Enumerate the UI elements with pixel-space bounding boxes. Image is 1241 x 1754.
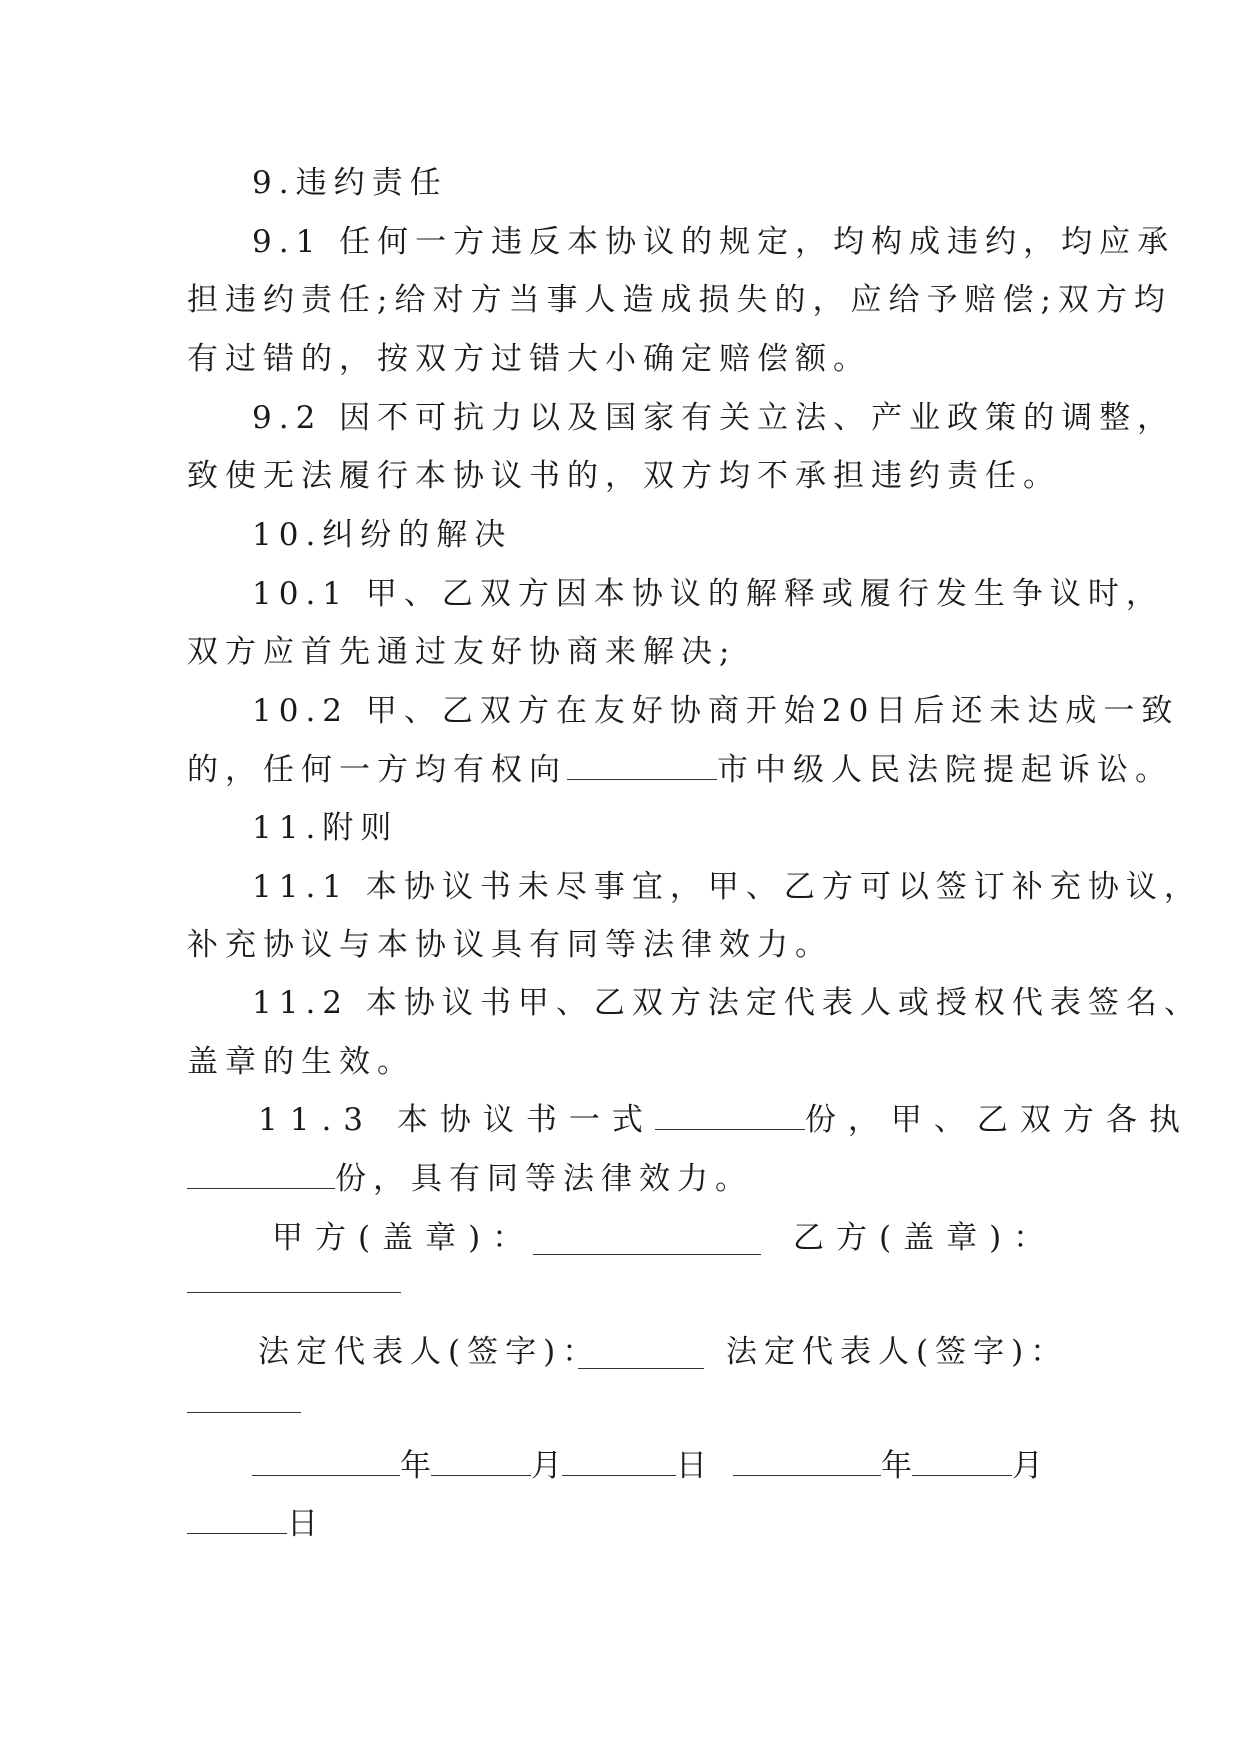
clause-10-2-pre: 的，任何一方均有权向: [187, 752, 567, 788]
section-9-heading: 9.违约责任: [252, 165, 448, 201]
clause-9-1-line-2: 担违约责任;给对方当事人造成损失的，应给予赔偿;双方均: [187, 282, 1172, 318]
party-b-year-blank: [733, 1447, 881, 1476]
party-a-day-label: 日: [676, 1448, 707, 1484]
party-a-seal-line: [533, 1254, 761, 1255]
copies-total-blank: [655, 1101, 805, 1130]
clause-9-2-line-1: 9.2 因不可抗力以及国家有关立法、产业政策的调整，: [252, 400, 1176, 436]
party-b-month-blank: [912, 1447, 1012, 1476]
party-b-seal-label: 乙方(盖章)：: [793, 1220, 1057, 1256]
party-a-seal-label: 甲方(盖章)：: [272, 1220, 536, 1256]
section-11-heading: 11.附则: [252, 810, 399, 846]
rep-b-signature-line: [187, 1412, 301, 1413]
clause-9-2-line-2: 致使无法履行本协议书的，双方均不承担违约责任。: [187, 458, 1061, 494]
rep-a-label: 法定代表人(签字)：: [258, 1334, 601, 1370]
clause-11-2-line-2: 盖章的生效。: [187, 1044, 415, 1080]
party-b-day-blank: [187, 1505, 287, 1534]
copies-each-blank: [187, 1160, 335, 1189]
party-b-day: [187, 1504, 318, 1544]
party-a-year-blank: [252, 1447, 400, 1476]
clause-10-1-line-1: 10.1 甲、乙双方因本协议的解释或履行发生争议时，: [252, 576, 1164, 612]
party-a-date: [252, 1446, 707, 1486]
party-b-date: [733, 1446, 1043, 1486]
party-b-seal-line: [187, 1292, 401, 1293]
clause-11-3-pre: 11.3 本协议书一式: [258, 1102, 655, 1138]
clause-11-3-mid: 份，甲、乙双方各执: [804, 1102, 1192, 1138]
party-a-month-label: 月: [531, 1448, 562, 1484]
section-10-heading: 10.纠纷的解决: [252, 517, 513, 553]
clause-10-2-line-1: 10.2 甲、乙双方在友好协商开始20日后还未达成一致: [252, 693, 1180, 729]
clause-10-2-post: 市中级人民法院提起诉讼。: [717, 752, 1173, 788]
clause-11-1-line-2: 补充协议与本协议具有同等法律效力。: [187, 927, 833, 963]
party-a-month-blank: [431, 1447, 531, 1476]
clause-11-3-post: 份，具有同等法律效力。: [335, 1161, 753, 1197]
party-a-day-blank: [562, 1447, 676, 1476]
clause-10-1-line-2: 双方应首先通过友好协商来解决;: [187, 634, 737, 670]
court-city-blank: [567, 751, 717, 780]
clause-11-3-line-1: [258, 1100, 1192, 1140]
rep-a-signature-line: [578, 1368, 704, 1369]
party-b-day-label: 日: [287, 1506, 318, 1542]
clause-11-1-line-1: 11.1 本协议书未尽事宜，甲、乙方可以签订补充协议，: [252, 869, 1202, 905]
rep-b-label: 法定代表人(签字)：: [726, 1334, 1069, 1370]
clause-9-1-line-3: 有过错的，按双方过错大小确定赔偿额。: [187, 341, 871, 377]
party-b-month-label: 月: [1012, 1448, 1043, 1484]
party-a-year-label: 年: [400, 1448, 431, 1484]
clause-10-2-line-2: [187, 750, 1173, 790]
party-b-year-label: 年: [881, 1448, 912, 1484]
clause-11-2-line-1: 11.2 本协议书甲、乙双方法定代表人或授权代表签名、: [252, 985, 1202, 1021]
clause-9-1-line-1: 9.1 任何一方违反本协议的规定，均构成违约，均应承: [252, 224, 1176, 260]
clause-11-3-line-2: [187, 1159, 753, 1199]
